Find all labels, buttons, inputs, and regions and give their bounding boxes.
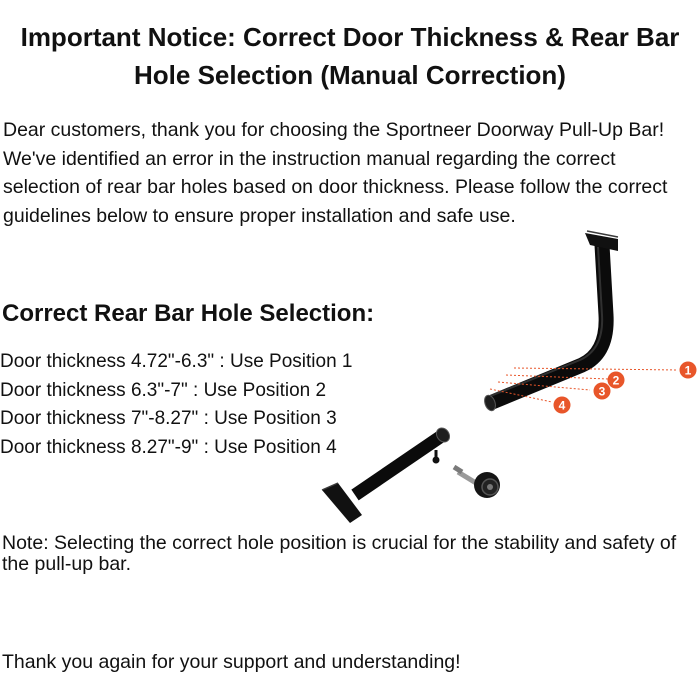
intro-paragraph: Dear customers, thank you for choosing the Sportneer Doorway Pull-Up Bar! We've identified an error in the instruction manual regarding the correct selection of rear bar holes based on door thickness. Please follow the correct guidelines below to ensure proper installation and safe use. <box>3 119 668 227</box>
thickness-row-2: Door thickness 6.3"-7" : Use Position 2 <box>0 379 327 401</box>
thickness-row-1: Door thickness 4.72"-6.3" : Use Position 1 <box>0 351 353 372</box>
section-heading: Correct Rear Bar Hole Selection: <box>2 300 375 327</box>
marker-label-4: 4 <box>558 398 566 413</box>
position-marker-3 <box>594 383 611 400</box>
thickness-row-3: Door thickness 7"-8.27" : Use Position 3 <box>0 408 337 429</box>
thanks-line: Thank you again for your support and understanding! <box>2 651 461 673</box>
position-marker-2 <box>608 372 625 389</box>
thickness-row-4: Door thickness 8.27"-9" : Use Position 4 <box>0 436 337 458</box>
marker-label-3: 3 <box>598 384 606 399</box>
pull-up-bar-illustration <box>300 225 700 535</box>
marker-label-2: 2 <box>612 373 620 388</box>
locking-knob <box>454 467 500 498</box>
note-paragraph: Note: Selecting the correct hole position is crucial for the stability and safety of the pull-up bar. <box>2 532 677 575</box>
position-marker-4 <box>554 397 571 414</box>
position-marker-1 <box>680 362 697 379</box>
marker-label-1: 1 <box>684 363 692 378</box>
straight-front-bar <box>322 425 452 523</box>
page-title: Important Notice: Correct Door Thickness & Rear Bar Hole Selection (Manual Correction) <box>20 22 680 90</box>
